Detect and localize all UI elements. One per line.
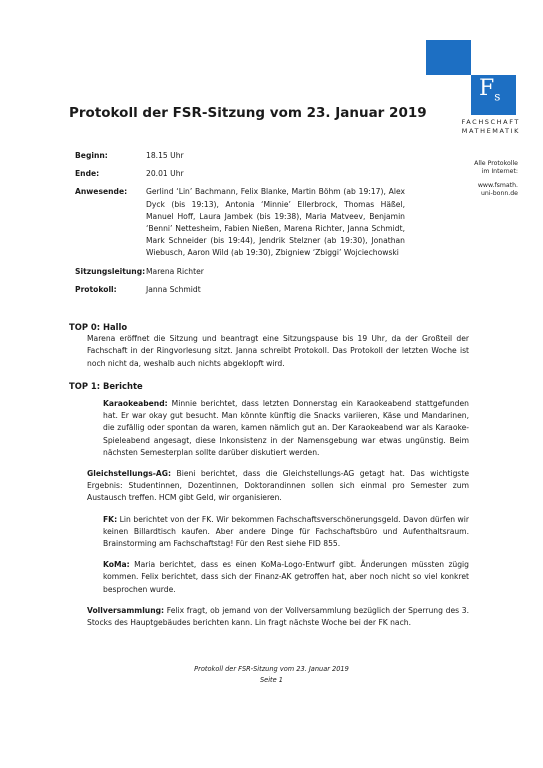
side-note [434,160,518,198]
report-text: Lin berichtet von der FK. Wir bekommen Fachschaftsverschönerungsgeld. Davon dürfen wir keinen Billardtisch kaufen. Aber andere Dinge für Fachschaftsbüro und Aufenthaltsraum. Brainstorming am Fachschaftstag! Für den Rest siehe FID 855. [103,514,469,549]
meta-row-ende [75,168,405,180]
meta-value: Gerlind ‘Lin’ Bachmann, Felix Blanke, Martin Böhm (ab 19:17), Alex Dyck (bis 19:13), Antonia ‘Minnie’ Ellerbrock, Thomas Häßel, Manuel Hoff, Laura Jambek (bis 19:38), Maria Matveev, Benjamin ‘Benni’ Nettesheim, Fabien Nießen, Marena Richter, Janna Schmidt, Mark Schneider (bis 19:44), Jendrik Stelzner (ab 19:30), Jonathan Wiebusch, Aaron Wild (ab 19:30), Zbigniew ‘Zbiggi’ Wojciechowski [146,187,405,258]
meta-value: 18.15 Uhr [146,151,184,160]
report-text: Bieni berichtet, dass die Gleichstellungs-AG getagt hat. Das wichtigste Ergebnis: Studentinnen, Dozentinnen, Doktorandinnen sollen sich einmal pro Semester zum Austausch treffen. HCM gibt Geld, wir organisieren. [87,469,469,503]
report-vollversammlung [87,605,469,629]
meta-value: Janna Schmidt [146,284,201,294]
side-note-link[interactable]: www.fsmath. [477,182,518,189]
meta-row-beginn [75,150,405,162]
meta-value: Marena Richter [146,266,204,276]
meta-label: Ende: [75,169,100,179]
logo-glyph: $F_s$ [479,76,501,104]
meta-row-anwesende [75,186,405,259]
footer-title: Protokoll der FSR-Sitzung vom 23. Januar 2019 [194,665,349,673]
report-head: Gleichstellungs-AG: [87,469,172,479]
meta-value: 20.01 Uhr [146,169,184,179]
fachschaft-logo [426,40,516,115]
report-text: Minnie berichtet, dass letzten Donnerstag ein Karaokeabend stattgefunden hat. Er war okay gut besucht. Man könnte künftig die Snacks variieren, Käse und Mandarinen, die zufällig oder spontan da waren, kamen nämlich gut an. Der Karaokeabend war als Karaoke-Spieleabend angesagt, diese Inkonsistenz in der Namensgebung war etwas ungünstig. Beim nächsten Semesterplan sollte darüber diskutiert werden. [103,399,469,457]
report-karaokeabend [103,398,469,459]
logo-text [420,118,520,136]
meta-label: Sitzungsleitung: [75,266,146,276]
report-head: FK: [103,514,118,524]
content [69,321,469,638]
side-note-line: im Internet: [481,168,518,175]
side-note-line: Alle Protokolle [474,160,518,167]
logo-line-2: MATHEMATIK [461,127,520,135]
report-head: Vollversammlung: [87,605,165,615]
report-text: Maria berichtet, dass es einen KoMa-Logo-Entwurf gibt. Änderungen müssten zügig kommen. Felix berichtet, dass sich der Finanz-AK getroffen hat, aber noch nicht so viel konkret besprochen wurde. [103,560,469,594]
report-fk [103,514,469,551]
report-head: KoMa: [103,560,130,570]
meta-label: Protokoll: [75,284,117,294]
report-koma [103,559,469,596]
report-head: Karaokeabend: [103,399,168,409]
page-title: Protokoll der FSR-Sitzung vom 23. Januar 2019 [69,105,427,121]
meta-label: Anwesende: [75,187,128,197]
report-gleichstellungs-ag [87,468,469,505]
side-note-link[interactable]: uni-bonn.de [480,190,518,197]
meta-row-leitung [75,266,405,278]
top1-title: TOP 1: Berichte [69,380,143,391]
logo-block-top [426,40,471,75]
page-footer [0,664,543,686]
top0-text: Marena eröffnet die Sitzung und beantragt eine Sitzungspause bis 19 Uhr, da der Großteil der Fachschaft in der Ringvorlesung sitzt. Janna schreibt Protokoll. Das Protokoll der letzten Woche ist noch nicht da, weshalb auch nichts abgeklopft wird. [87,334,469,368]
footer-page-number: Seite 1 [259,676,283,684]
top0-title: TOP 0: Hallo [69,322,128,332]
meta-row-protokoll [75,284,405,296]
meta-block [75,150,405,296]
logo-line-1: FACHSCHAFT [461,118,520,126]
meta-label: Beginn: [75,151,108,160]
report-text: Felix fragt, ob jemand von der Vollversammlung bezüglich der Sperrung des 3. Stocks des Hauptgebäudes berichten kann. Lin fragt nächste Woche bei der FK nach. [87,605,469,628]
